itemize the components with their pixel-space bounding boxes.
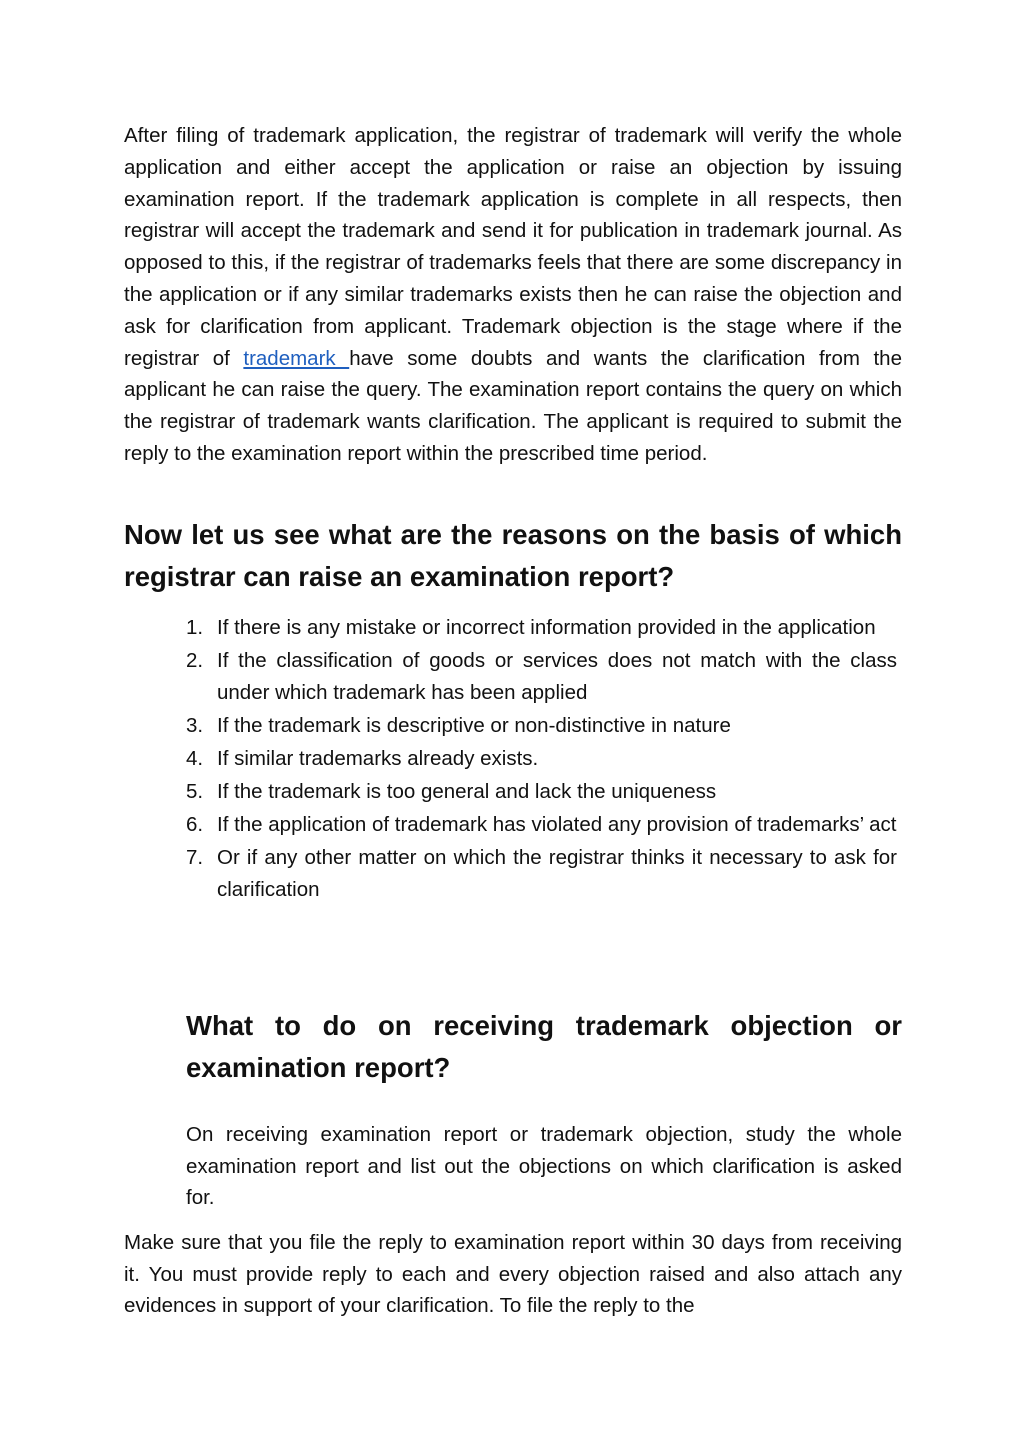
list-item xyxy=(186,809,897,841)
list-item-text: If the trademark is too general and lack the uniqueness xyxy=(217,780,717,803)
list-item-number: 1. xyxy=(186,616,204,639)
on-receiving-paragraph: On receiving examination report or trademark objection, study the whole examination report and list out the objections on which clarification is asked for. xyxy=(186,1123,902,1209)
list-item-text: If similar trademarks already exists. xyxy=(217,747,539,770)
list-item-number: 5. xyxy=(186,780,204,803)
list-item xyxy=(186,645,897,709)
list-item xyxy=(186,776,897,808)
trademark-link[interactable]: trademark xyxy=(243,346,350,370)
list-item-number: 6. xyxy=(186,813,204,836)
list-item-text: If the application of trademark has violated any provision of trademarks’ act xyxy=(217,813,897,836)
make-sure-paragraph: Make sure that you file the reply to examination report within 30 days from receiving it. You must provide reply to each and every objection raised and also attach any evidences in support of your clarification. To file the reply to the xyxy=(124,1231,902,1317)
action-heading: What to do on receiving trademark objection or examination report? xyxy=(186,1010,902,1083)
list-item xyxy=(186,612,897,644)
list-item-number: 7. xyxy=(186,846,204,869)
intro-text-after-link: have some doubts and wants the clarification from the applicant he can raise the query. The examination report contains the query on which the registrar of trademark wants clarification. The applicant is required to submit the reply to the examination report within the prescribed time period. xyxy=(124,346,902,465)
list-item-number: 2. xyxy=(186,649,204,672)
list-item xyxy=(186,710,897,742)
list-item xyxy=(186,842,897,906)
list-item-number: 3. xyxy=(186,714,204,737)
intro-text-before-link: After filing of trademark application, the registrar of trademark will verify the whole application and either accept the application or raise an objection by issuing examination report. If the trademark application is complete in all respects, then registrar will accept the trademark and send it for publication in trademark journal. As opposed to this, if the registrar of trademarks feels that there are some discrepancy in the application or if any similar trademarks exists then he can raise the objection and ask for clarification from applicant. Trademark objection is the stage where if the registrar of xyxy=(124,124,902,370)
list-item-text: If the trademark is descriptive or non-distinctive in nature xyxy=(217,714,731,737)
reasons-list xyxy=(186,612,897,907)
reasons-heading: Now let us see what are the reasons on the basis of which registrar can raise an examination report? xyxy=(124,519,902,592)
intro-paragraph xyxy=(124,120,902,470)
list-item-text: If there is any mistake or incorrect information provided in the application xyxy=(217,616,876,639)
list-item-text: Or if any other matter on which the registrar thinks it necessary to ask for clarification xyxy=(217,846,897,901)
list-item xyxy=(186,743,897,775)
list-item-number: 4. xyxy=(186,747,204,770)
list-item-text: If the classification of goods or services does not match with the class under which trademark has been applied xyxy=(217,649,897,704)
